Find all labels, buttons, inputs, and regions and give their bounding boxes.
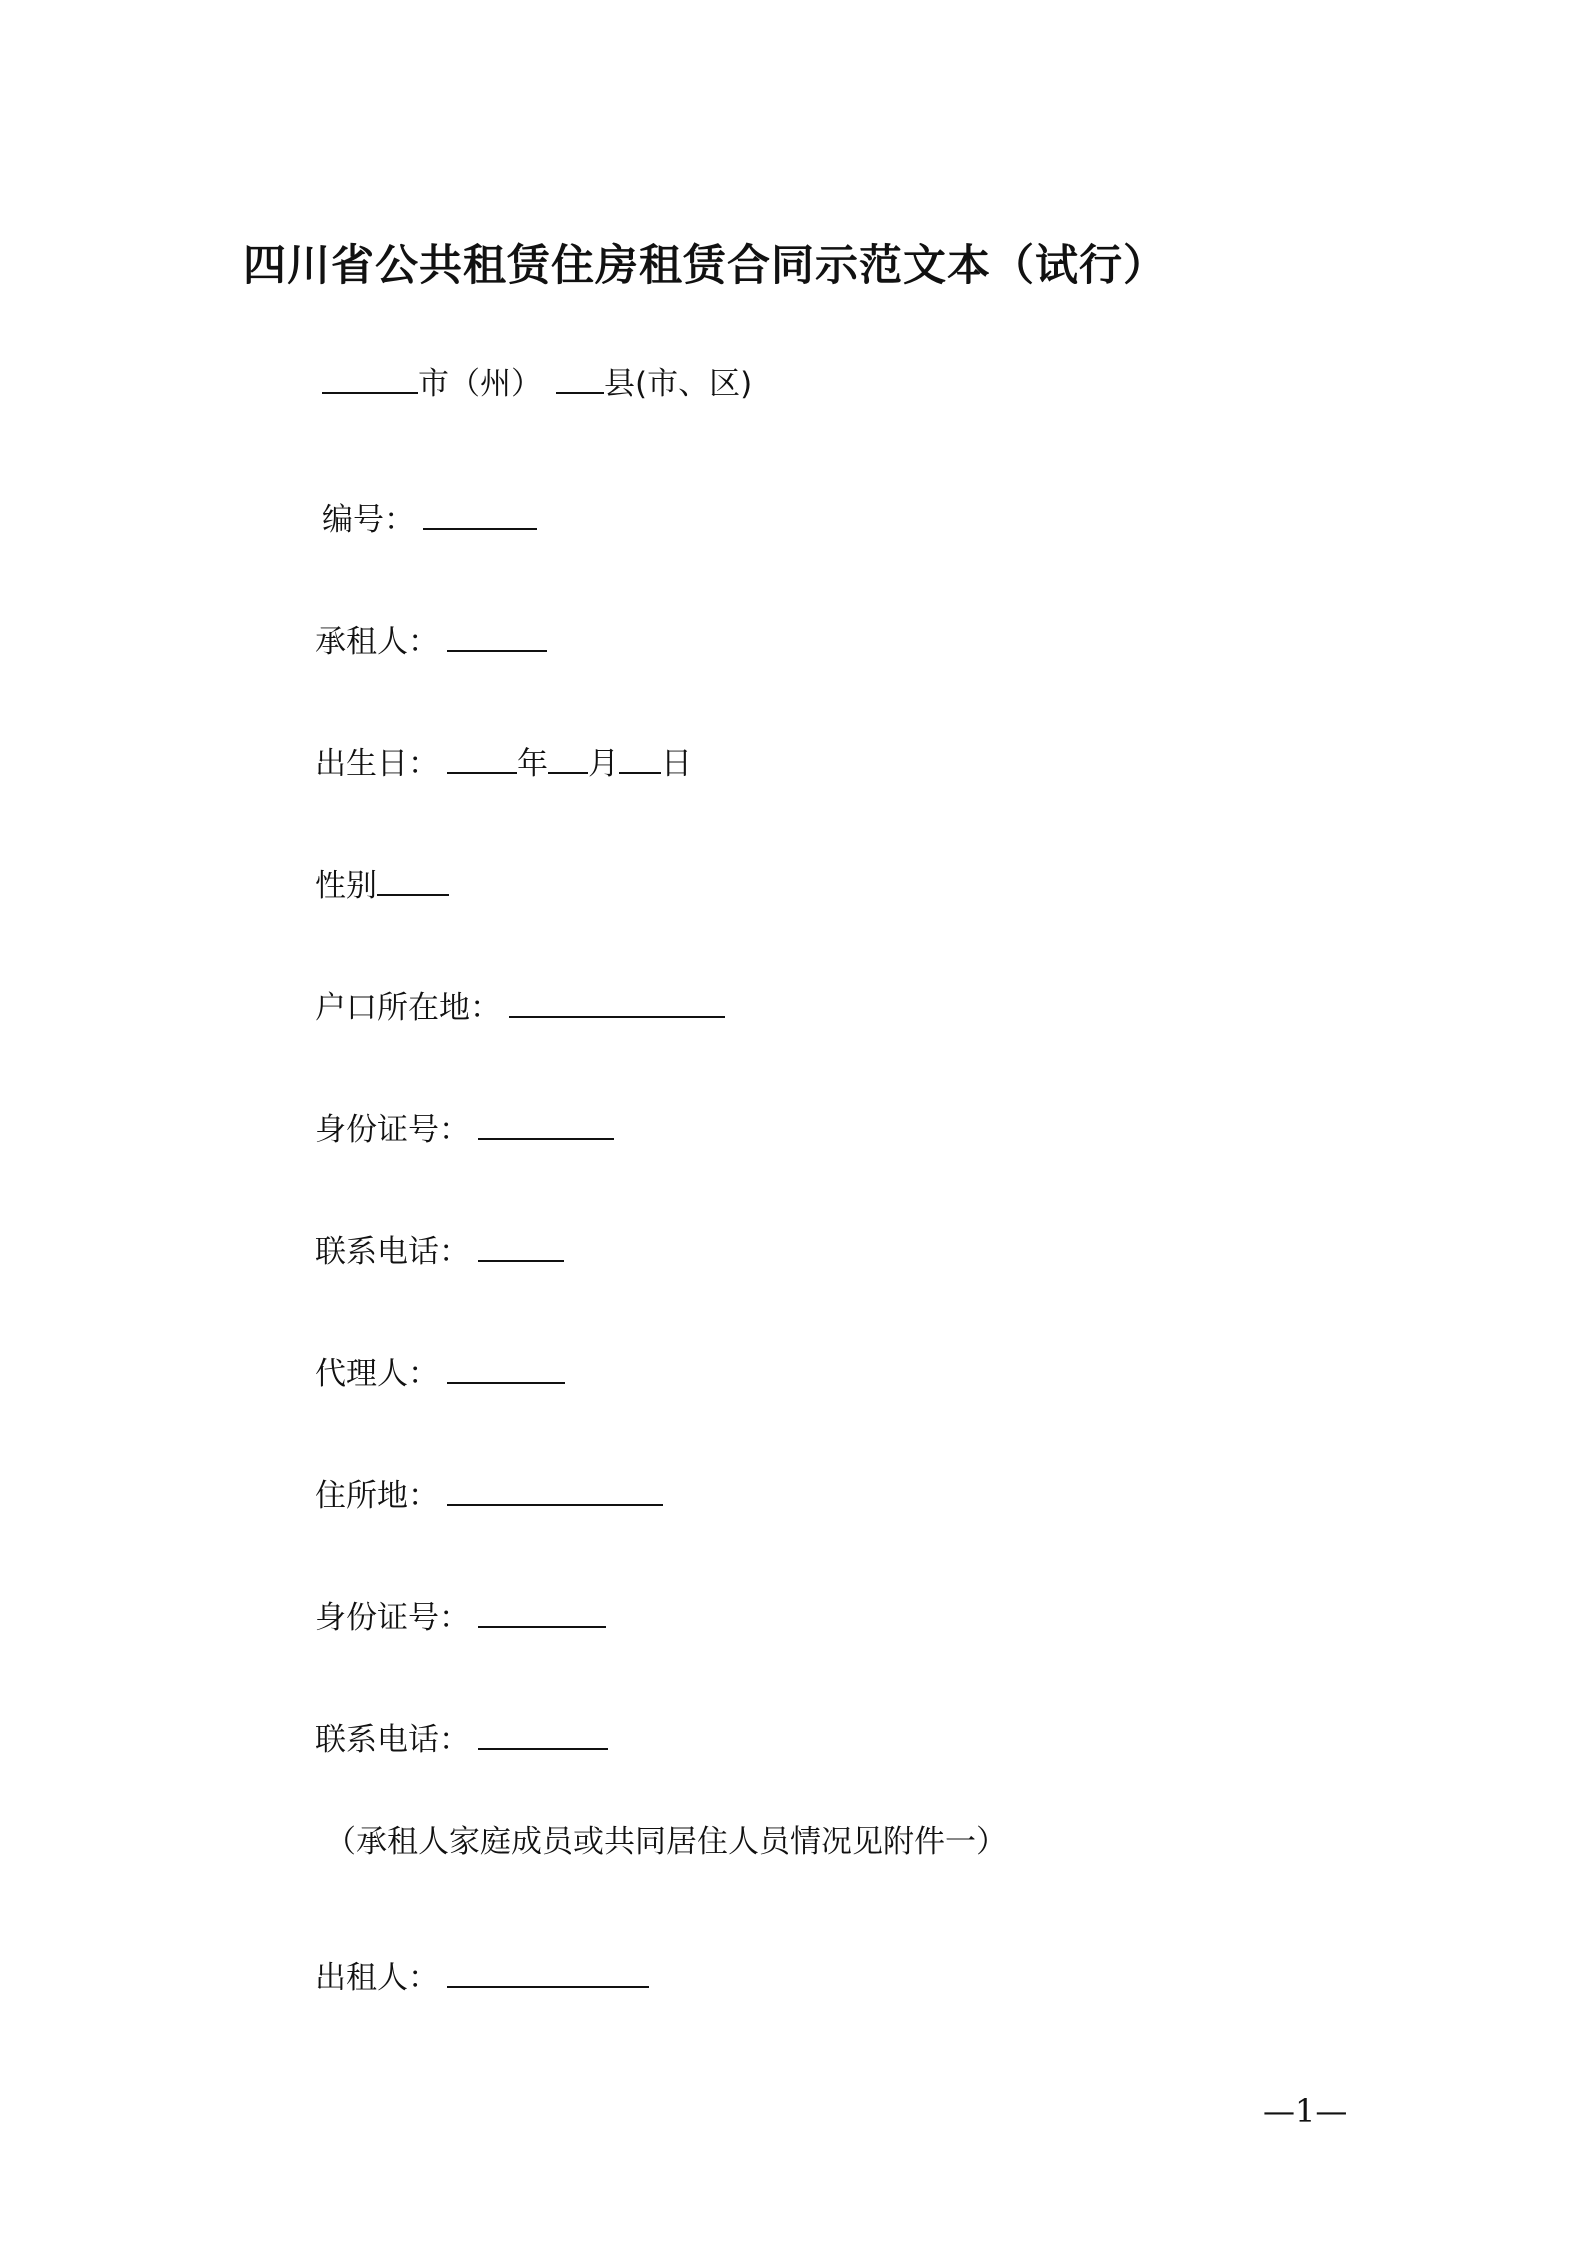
id-number-blank-2[interactable] (478, 1590, 606, 1628)
birth-year-blank[interactable] (447, 736, 517, 774)
id-number-label-2: 身份证号： (315, 1600, 470, 1636)
id-number-blank-1[interactable] (478, 1102, 614, 1140)
agent-line (315, 1346, 565, 1396)
household-label: 户口所在地： (315, 990, 501, 1026)
residence-line (315, 1468, 663, 1518)
day-label: 日 (661, 746, 692, 782)
document-title: 四川省公共租赁住房租赁合同示范文本（试行） (243, 241, 1167, 291)
residence-label: 住所地： (315, 1478, 439, 1514)
month-label: 月 (588, 746, 619, 782)
household-blank[interactable] (509, 980, 725, 1018)
household-members-note: （承租人家庭成员或共同居住人员情况见附件一） (325, 1824, 1007, 1860)
lessor-label: 出租人： (315, 1960, 439, 1996)
phone-line-1 (315, 1224, 564, 1274)
lessor-blank[interactable] (447, 1950, 649, 1988)
gender-label: 性别 (315, 868, 377, 904)
county-blank[interactable] (556, 356, 604, 394)
id-number-label-1: 身份证号： (315, 1112, 470, 1148)
city-blank[interactable] (322, 356, 418, 394)
lessor-line (315, 1950, 649, 2000)
phone-blank-2[interactable] (478, 1712, 608, 1750)
number-label: 编号： (322, 502, 415, 538)
birth-label: 出生日： (315, 746, 439, 782)
tenant-label: 承租人： (315, 624, 439, 660)
birth-line (315, 736, 692, 786)
household-line (315, 980, 725, 1030)
phone-blank-1[interactable] (478, 1224, 564, 1262)
birth-month-blank[interactable] (548, 736, 588, 774)
number-blank[interactable] (423, 492, 537, 530)
year-label: 年 (517, 746, 548, 782)
county-label: 县(市、区) (604, 366, 753, 402)
birth-day-blank[interactable] (619, 736, 661, 774)
phone-line-2 (315, 1712, 608, 1762)
city-label: 市（州） (418, 366, 542, 402)
phone-label-2: 联系电话： (315, 1722, 470, 1758)
tenant-blank[interactable] (447, 614, 547, 652)
number-line (322, 492, 537, 542)
residence-blank[interactable] (447, 1468, 663, 1506)
location-line (322, 356, 752, 406)
page-number: —1— (1263, 2092, 1348, 2130)
id-number-line-1 (315, 1102, 614, 1152)
agent-label: 代理人： (315, 1356, 439, 1392)
id-number-line-2 (315, 1590, 606, 1640)
gender-line (315, 858, 449, 908)
gender-blank[interactable] (377, 858, 449, 896)
phone-label-1: 联系电话： (315, 1234, 470, 1270)
tenant-line (315, 614, 547, 664)
agent-blank[interactable] (447, 1346, 565, 1384)
